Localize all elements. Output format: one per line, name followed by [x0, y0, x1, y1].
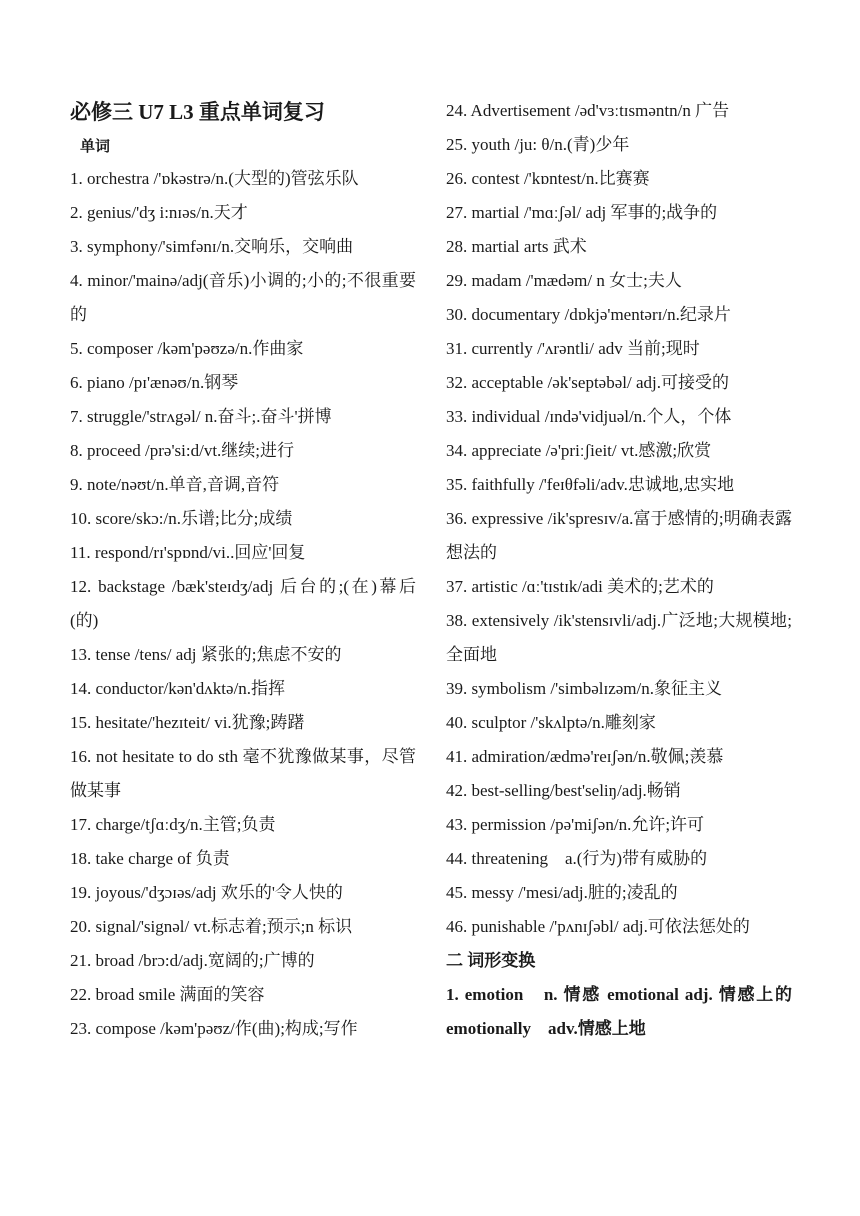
word-entry: 5. composer /kəm'pəʊzə/n.作曲家 — [70, 339, 304, 358]
word-entry: 25. youth /ju: θ/n.(青)少年 — [446, 135, 630, 154]
word-entry: 16. not hesitate to do sth 毫不犹豫做某事，尽管做某事 — [70, 747, 416, 800]
word-entry: 9. note/nəʊt/n.单音,音调,音符 — [70, 475, 280, 494]
word-entry: 27. martial /'mɑːʃəl/ adj 军事的;战争的 — [446, 203, 718, 222]
word-entry: 1. orchestra /'ɒkəstrə/n.(大型的)管弦乐队 — [70, 169, 359, 188]
word-entry: 17. charge/tʃɑːdʒ/n.主管;负责 — [70, 815, 276, 834]
word-entry: 36. expressive /ik'spresɪv/a.富于感情的;明确表露想法的 — [446, 509, 792, 562]
word-list-left — [70, 162, 416, 1046]
word-entry: 40. sculptor /'skʌlptə/n.雕刻家 — [446, 713, 656, 732]
word-entry: 31. currently /'ʌrəntli/ adv 当前;现时 — [446, 339, 700, 358]
word-entry: 46. punishable /'pʌnɪʃəbl/ adj.可依法惩处的 — [446, 917, 750, 936]
word-entry: 22. broad smile 满面的笑容 — [70, 985, 265, 1004]
word-entry: 18. take charge of 负责 — [70, 849, 230, 868]
word-entry: 20. signal/'signəl/ vt.标志着;预示;n 标识 — [70, 917, 353, 936]
word-entry: 6. piano /pɪ'ænəʊ/n.钢琴 — [70, 373, 239, 392]
word-entry: 14. conductor/kən'dʌktə/n.指挥 — [70, 679, 286, 698]
word-entry: 42. best-selling/best'seliŋ/adj.畅销 — [446, 781, 681, 800]
word-entry: 33. individual /ɪndə'vidjuəl/n.个人，个体 — [446, 407, 732, 426]
word-entry: 15. hesitate/'hezɪteit/ vi.犹豫;踌躇 — [70, 713, 305, 732]
word-entry: 28. martial arts 武术 — [446, 237, 587, 256]
word-entry: 32. acceptable /ək'septəbəl/ adj.可接受的 — [446, 373, 729, 392]
word-entry: 3. symphony/'simfənɪ/n.交响乐，交响曲 — [70, 237, 354, 256]
word-entry: 7. struggle/'strʌgəl/ n.奋斗;.奋斗'拼博 — [70, 407, 332, 426]
word-entry: 10. score/skɔ:/n.乐谱;比分;成绩 — [70, 509, 293, 528]
word-entry: 24. Advertisement /əd'vɜːtɪsməntn/n 广告 — [446, 101, 730, 120]
word-entry: 43. permission /pə'miʃən/n.允许;许可 — [446, 815, 705, 834]
word-entry: 11. respond/rɪ'spɒnd/vi..回应'回复 — [70, 543, 306, 562]
section-heading-word-forms: 二 词形变换 — [446, 951, 536, 970]
word-entry: 29. madam /'mædəm/ n 女士;夫人 — [446, 271, 682, 290]
word-entry: 30. documentary /dɒkjə'mentərɪ/n.纪录片 — [446, 305, 731, 324]
word-entry: 13. tense /tens/ adj 紧张的;焦虑不安的 — [70, 645, 342, 664]
word-entry: 12. backstage /bæk'steɪdʒ/adj 后台的;(在)幕后(的) — [70, 577, 416, 630]
word-entry: 21. broad /brɔ:d/adj.宽阔的;广博的 — [70, 951, 315, 970]
word-entry: 38. extensively /ik'stensɪvli/adj.广泛地;大规模地;全面地 — [446, 611, 792, 664]
word-entry: 41. admiration/ædmə'reɪʃən/n.敬佩;羡慕 — [446, 747, 724, 766]
word-list-right — [446, 94, 792, 1046]
word-entry: 26. contest /'kɒntest/n.比赛赛 — [446, 169, 650, 188]
word-entry: 44. threatening a.(行为)带有威胁的 — [446, 849, 708, 868]
page-title: 必修三 U7 L3 重点单词复习 — [70, 100, 325, 124]
word-entry: 8. proceed /prə'si:d/vt.继续;进行 — [70, 441, 295, 460]
word-entry: 39. symbolism /'simbəlɪzəm/n.象征主义 — [446, 679, 723, 698]
word-entry: 4. minor/'mainə/adj(音乐)小调的;小的;不很重要的 — [70, 271, 416, 324]
section-heading-words: 单词 — [80, 139, 111, 155]
word-entry: 2. genius/'dʒ i:nɪəs/n.天才 — [70, 203, 248, 222]
word-entry: 35. faithfully /'feɪθfəli/adv.忠诚地,忠实地 — [446, 475, 735, 494]
word-entry: 45. messy /'mesi/adj.脏的;凌乱的 — [446, 883, 678, 902]
word-entry: 19. joyous/'dʒɔɪəs/adj 欢乐的'令人快的 — [70, 883, 343, 902]
word-entry: 34. appreciate /ə'priːʃieit/ vt.感激;欣赏 — [446, 441, 712, 460]
word-entry: 37. artistic /ɑː'tɪstɪk/adi 美术的;艺术的 — [446, 577, 714, 596]
word-form-entry: 1. emotion n. 情感 emotional adj. 情感上的 emotionally adv.情感上地 — [446, 985, 792, 1038]
word-entry: 23. compose /kəm'pəʊz/作(曲);构成;写作 — [70, 1019, 358, 1038]
